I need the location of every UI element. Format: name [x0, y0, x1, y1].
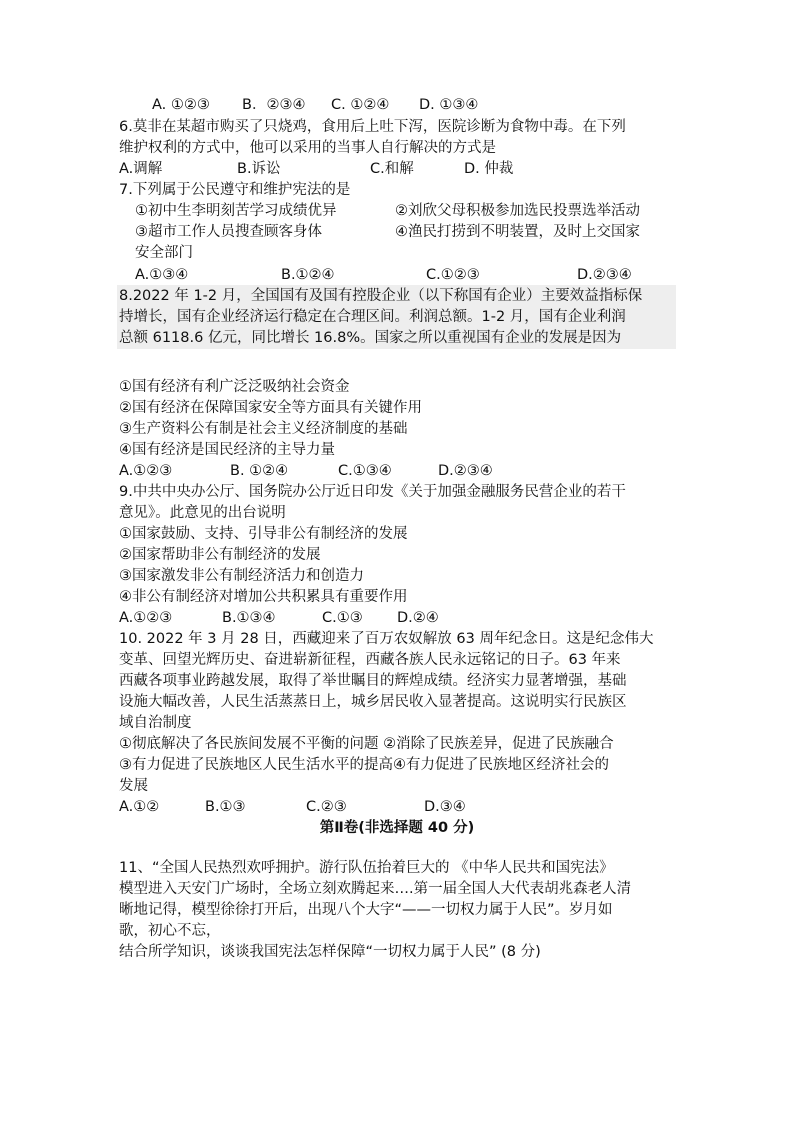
q11-line-4: 歌，初心不忘， — [119, 923, 221, 939]
q6-option-d: D. 仲裁 — [464, 161, 514, 177]
q10-option-b: B.①③ — [205, 799, 246, 815]
q9-stem-line-1: 9.中共中央办公厅、国务院办公厅近日印发《关于加强金融服务民营企业的若干 — [119, 484, 626, 500]
q10-option-c: C.②③ — [306, 799, 347, 815]
q7-option-d: D.②③④ — [577, 267, 632, 283]
q9-item-3: ③国家激发非公有制经济活力和创造力 — [119, 568, 364, 584]
q9-option-a: A.①②③ — [119, 610, 173, 626]
q9-option-c: C.①③ — [322, 610, 363, 626]
q10-item-line-1: ①彻底解决了各民族间发展不平衡的问题 ②消除了民族差异，促进了民族融合 — [119, 736, 614, 752]
q10-option-d: D.③④ — [424, 799, 466, 815]
q10-item-line-2: ③有力促进了民族地区人民生活水平的提高④有力促进了民族地区经济社会的 — [119, 757, 609, 773]
q6-stem-line-2: 维护权利的方式中，他可以采用的当事人自行解决的方式是 — [119, 140, 496, 156]
q7-item-1: ①初中生李明刻苦学习成绩优异 — [135, 203, 337, 219]
q8-option-a: A.①②③ — [119, 463, 173, 479]
q7-item-2: ②刘欣父母积极参加选民投票选举活动 — [395, 203, 640, 219]
q6-option-b: B.诉讼 — [237, 161, 281, 177]
q10-item-line-3: 发展 — [119, 778, 148, 794]
q10-stem-line-5: 域自治制度 — [119, 715, 192, 731]
q6-option-c: C.和解 — [370, 161, 414, 177]
q9-option-b: B.①③④ — [222, 610, 276, 626]
q6-stem-line-1: 6.莫非在某超市购买了只烧鸡，食用后上吐下泻，医院诊断为食物中毒。在下列 — [119, 119, 626, 135]
q11-line-2: 模型进入天安门广场时，全场立刻欢腾起来….第一届全国人大代表胡兆森老人清 — [119, 881, 632, 897]
q8-item-4: ④国有经济是国民经济的主导力量 — [119, 442, 335, 458]
q11-line-3: 晰地记得，模型徐徐打开后，出现八个大字“——一切权力属于人民”。岁月如 — [119, 902, 613, 918]
q8-option-b: B. ①②④ — [230, 463, 289, 479]
q11-line-1: 11、“全国人民热烈欢呼拥护。游行队伍抬着巨大的 《中华人民共和国宪法》 — [119, 860, 614, 876]
q7-item-4: ④渔民打捞到不明装置，及时上交国家 — [395, 224, 640, 240]
q7-stem: 7.下列属于公民遵守和维护宪法的是 — [119, 182, 351, 198]
q10-stem-line-3: 西藏各项事业跨越发展，取得了举世瞩目的辉煌成绩。经济实力显著增强，基础 — [119, 673, 627, 689]
q9-item-4: ④非公有制经济对增加公共积累具有重要作用 — [119, 589, 408, 605]
q10-stem-line-4: 设施大幅改善，人民生活蒸蒸日上，城乡居民收入显著提高。这说明实行民族区 — [119, 694, 627, 710]
q8-option-d: D.②③④ — [438, 463, 493, 479]
q10-option-a: A.①② — [119, 799, 160, 815]
q10-stem-line-1: 10. 2022 年 3 月 28 日，西藏迎来了百万农奴解放 63 周年纪念日。这是纪念伟大 — [119, 631, 654, 647]
q9-item-2: ②国家帮助非公有制经济的发展 — [119, 547, 321, 563]
q8-item-3: ③生产资料公有制是社会主义经济制度的基础 — [119, 421, 408, 437]
q8-stem-line-1: 8.2022 年 1-2 月，全国国有及国有控股企业（以下称国有企业）主要效益指标保 — [119, 288, 643, 304]
q10-stem-line-2: 变革、回望光辉历史、奋进崭新征程，西藏各族人民永远铭记的日子。63 年来 — [119, 652, 621, 668]
q8-stem-line-3: 总额 6118.6 亿元，同比增长 16.8%。国家之所以重视国有企业的发展是因为 — [119, 330, 622, 346]
q8-item-1: ①国有经济有利广泛泛吸纳社会资金 — [119, 379, 350, 395]
q7-option-c: C.①②③ — [426, 267, 480, 283]
q6-option-a: A.调解 — [119, 161, 163, 177]
q7-option-b: B.①②④ — [281, 267, 335, 283]
q7-option-a: A.①③④ — [135, 267, 189, 283]
q11-line-5: 结合所学知识，谈谈我国宪法怎样保障“一切权力属于人民” (8 分) — [119, 944, 541, 960]
q5-option-b: B．②③④ — [242, 97, 306, 113]
q5-option-d: D. ①③④ — [419, 97, 479, 113]
q9-stem-line-2: 意见》。此意见的出台说明 — [119, 505, 286, 521]
q8-option-c: C.①③④ — [338, 463, 392, 479]
q5-option-c: C. ①②④ — [331, 97, 390, 113]
q7-item-4-cont: 安全部门 — [135, 245, 193, 261]
section-2-title: 第Ⅱ卷(非选择题 40 分) — [319, 820, 475, 836]
q8-item-2: ②国有经济在保障国家安全等方面具有关键作用 — [119, 400, 422, 416]
q9-option-d: D.②④ — [397, 610, 439, 626]
q9-item-1: ①国家鼓励、支持、引导非公有制经济的发展 — [119, 526, 408, 542]
q5-option-a: A. ①②③ — [152, 97, 210, 113]
q8-stem-line-2: 持增长，国有企业经济运行稳定在合理区间。利润总额。1-2 月，国有企业利润 — [119, 309, 626, 325]
q7-item-3: ③超市工作人员搜查顾客身体 — [135, 224, 322, 240]
